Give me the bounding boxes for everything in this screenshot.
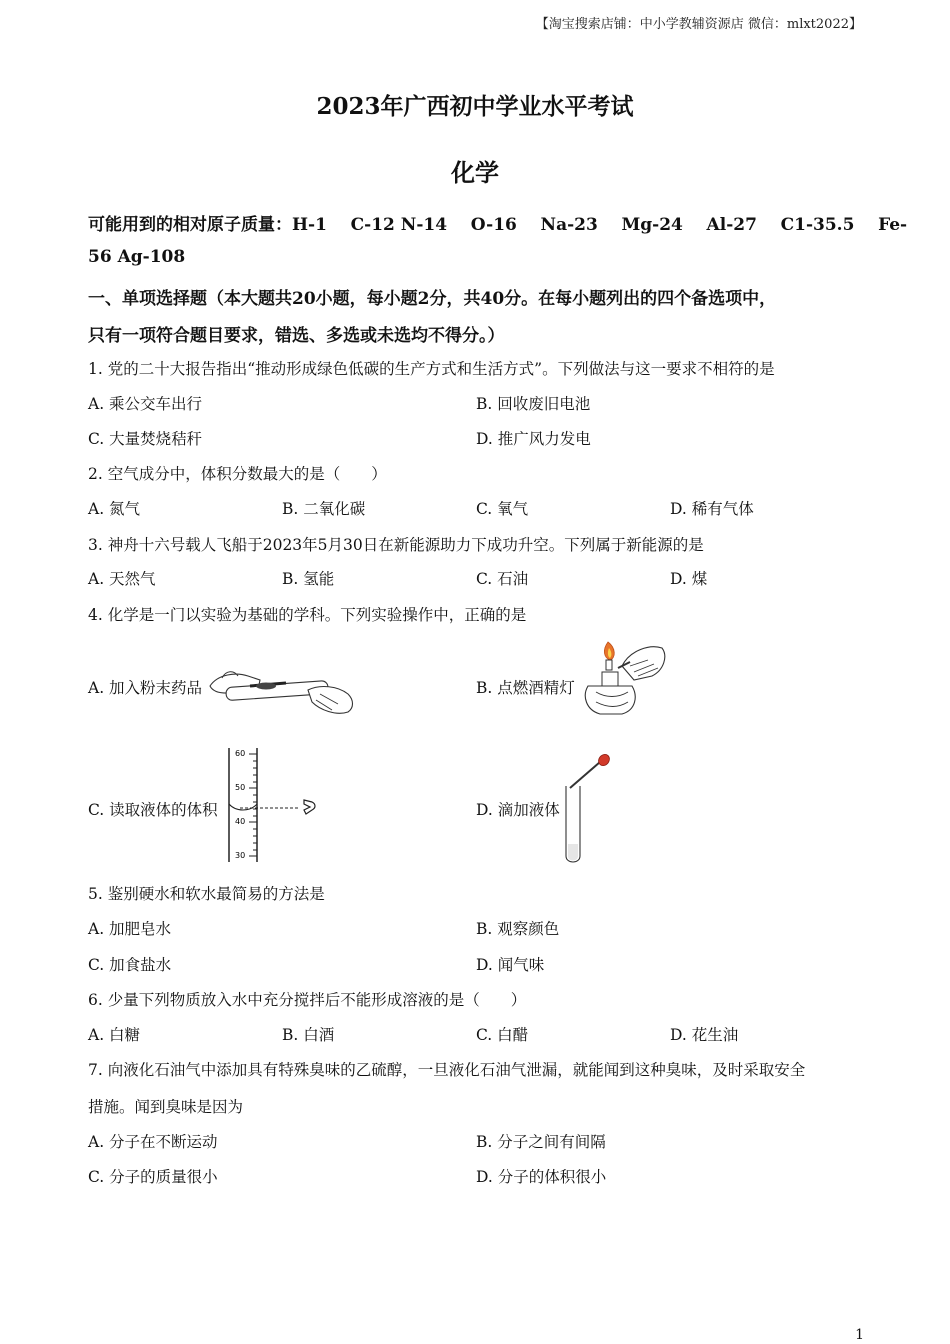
q6-option-b: B. 白酒: [282, 1026, 335, 1044]
cylinder-tick-60: 60: [235, 749, 246, 758]
q5-option-c: C. 加食盐水: [88, 956, 172, 974]
exam-title: 2023年广西初中学业水平考试: [316, 93, 634, 120]
q6-option-d: D. 花生油: [670, 1026, 739, 1044]
q1-option-a: A. 乘公交车出行: [88, 395, 203, 413]
q1-option-b: B. 回收废旧电池: [476, 395, 591, 413]
q6-option-a: A. 白糖: [88, 1026, 141, 1044]
q3-option-c: C. 石油: [476, 570, 529, 588]
atomic-mass-line-2: 56 Ag-108: [88, 247, 186, 267]
question-1-stem: 1. 党的二十大报告指出“推动形成绿色低碳的生产方式和生活方式”。下列做法与这一要求不相符的是: [88, 360, 775, 378]
subject-title: 化学: [451, 158, 499, 187]
powder-addition-illustration: [208, 664, 360, 718]
question-6-stem: 6. 少量下列物质放入水中充分搅拌后不能形成溶液的是（ ）: [88, 991, 527, 1009]
dropper-test-tube-illustration: [560, 752, 616, 866]
q3-option-a: A. 天然气: [88, 570, 156, 588]
q7-option-b: B. 分子之间有间隔: [476, 1133, 606, 1151]
q2-option-b: B. 二氧化碳: [282, 500, 366, 518]
q2-option-a: A. 氮气: [88, 500, 141, 518]
cylinder-tick-40: 40: [235, 817, 246, 826]
graduated-cylinder-illustration: [226, 744, 322, 866]
header-note: 【淘宝搜索店铺：中小学教辅资源店 微信：mlxt2022】: [535, 17, 862, 32]
section-title: 一、单项选择题（本大题共20小题，每小题2分，共40分。在每小题列出的四个备选项中，: [88, 289, 777, 309]
q7-option-d: D. 分子的体积很小: [476, 1168, 607, 1186]
q5-option-b: B. 观察颜色: [476, 920, 560, 938]
question-5-stem: 5. 鉴别硬水和软水最简易的方法是: [88, 885, 325, 903]
q7-option-a: A. 分子在不断运动: [88, 1133, 218, 1151]
q4-option-b: B. 点燃酒精灯: [476, 679, 575, 697]
q5-option-a: A. 加肥皂水: [88, 920, 172, 938]
atomic-mass-line: 可能用到的相对原子质量：H-1 C-12 N-14 O-16 Na-23 Mg-24 Al-27 C1-35.5 Fe-: [88, 215, 908, 235]
q7-option-c: C. 分子的质量很小: [88, 1168, 218, 1186]
alcohol-lamp-illustration: [578, 636, 668, 718]
q4-option-c: C. 读取液体的体积: [88, 801, 218, 819]
q1-option-c: C. 大量焚烧秸秆: [88, 430, 203, 448]
section-title-2: 只有一项符合题目要求，错选、多选或未选均不得分。）: [88, 326, 505, 346]
question-2-stem: 2. 空气成分中，体积分数最大的是（ ）: [88, 465, 387, 483]
q1-option-d: D. 推广风力发电: [476, 430, 591, 448]
q5-option-d: D. 闻气味: [476, 956, 545, 974]
question-7-stem-2: 措施。闻到臭味是因为: [88, 1098, 244, 1116]
q4-option-d: D. 滴加液体: [476, 801, 560, 819]
q3-option-d: D. 煤: [670, 570, 708, 588]
q3-option-b: B. 氢能: [282, 570, 335, 588]
cylinder-tick-30: 30: [235, 851, 246, 860]
question-7-stem: 7. 向液化石油气中添加具有特殊臭味的乙硫醇，一旦液化石油气泄漏，就能闻到这种臭味，及时采取安全: [88, 1061, 806, 1079]
q6-option-c: C. 白醋: [476, 1026, 529, 1044]
cylinder-tick-50: 50: [235, 783, 246, 792]
page-number: 1: [855, 1327, 864, 1343]
question-3-stem: 3. 神舟十六号载人飞船于2023年5月30日在新能源助力下成功升空。下列属于新能源的是: [88, 536, 704, 554]
question-4-stem: 4. 化学是一门以实验为基础的学科。下列实验操作中，正确的是: [88, 606, 527, 624]
q4-option-a: A. 加入粉末药品: [88, 679, 203, 697]
q2-option-c: C. 氧气: [476, 500, 529, 518]
q2-option-d: D. 稀有气体: [670, 500, 754, 518]
